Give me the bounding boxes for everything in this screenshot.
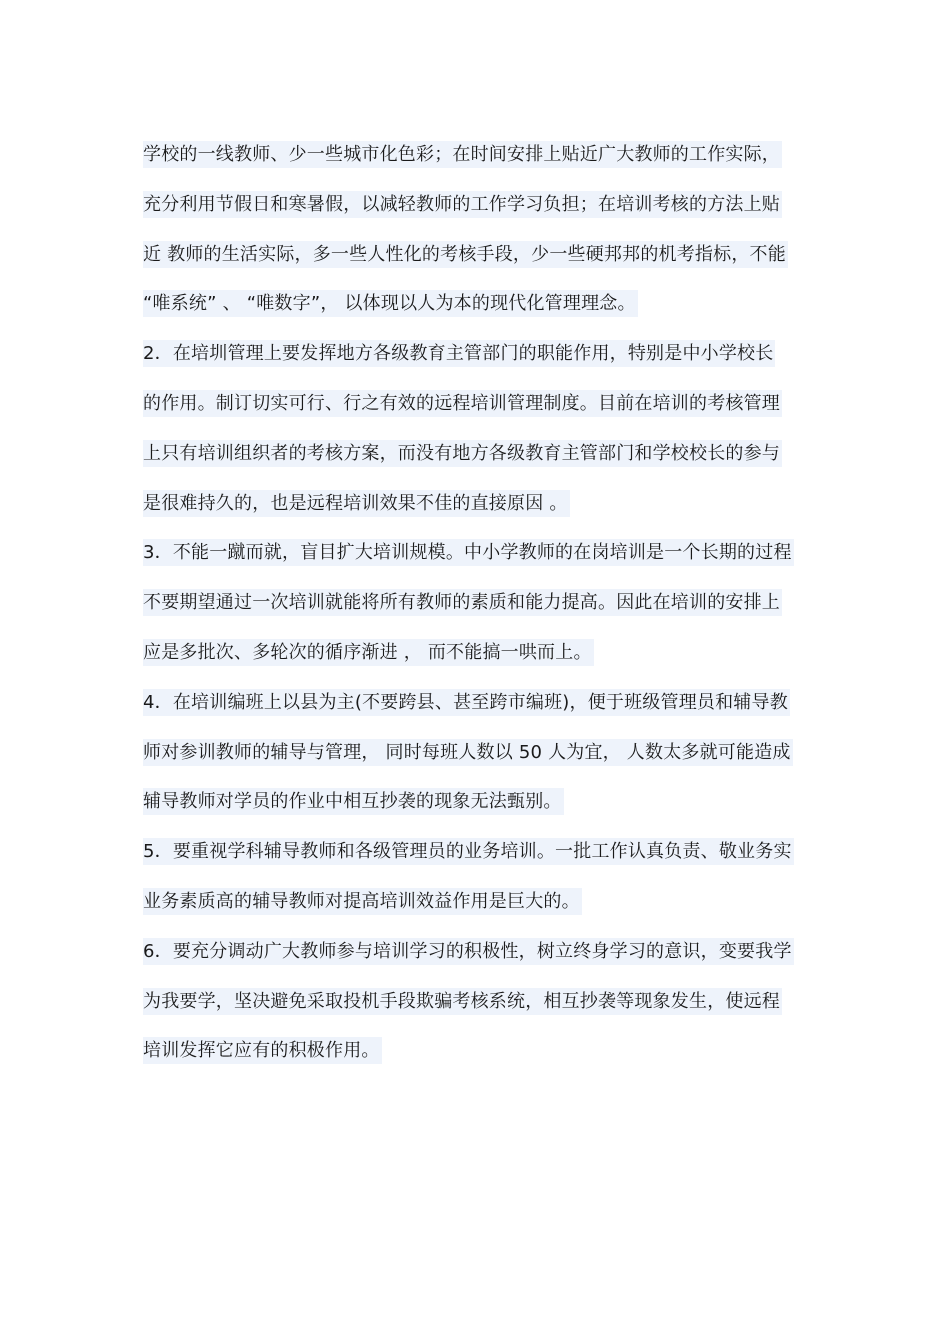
text-line-content: 充分利用节假日和寒暑假，以减轻教师的工作学习负担；在培训考核的方法上贴 [143, 191, 782, 218]
text-line [143, 180, 813, 230]
text-line-content: 是很难持久的，也是远程培训效果不佳的直接原因 。 [143, 490, 570, 517]
text-line-content: 5．要重视学科辅导教师和各级管理员的业务培训。一批工作认真负责、敬业务实 [143, 838, 794, 865]
text-line [143, 279, 813, 329]
text-line [143, 479, 813, 529]
text-line-content: 近 教师的生活实际，多一些人性化的考核手段，少一些硬邦邦的机考指标，不能 [143, 241, 788, 268]
text-line [143, 977, 813, 1027]
text-line-content: “唯系统” 、 “唯数字”， 以体现以人为本的现代化管理理念。 [143, 290, 638, 317]
text-line-content: 不要期望通过一次培训就能将所有教师的素质和能力提高。因此在培训的安排上 [143, 589, 782, 616]
text-line-content: 6．要充分调动广大教师参与培训学习的积极性，树立终身学习的意识，变要我学 [143, 938, 794, 965]
text-line-content: 培训发挥它应有的积极作用。 [143, 1037, 382, 1064]
text-line-content: 3．不能一蹴而就，盲目扩大培训规模。中小学教师的在岗培训是一个长期的过程 [143, 539, 794, 566]
text-line [143, 1026, 813, 1076]
text-line-content: 辅导教师对学员的作业中相互抄袭的现象无法甄别。 [143, 788, 564, 815]
text-line [143, 578, 813, 628]
text-line [143, 927, 813, 977]
text-line-content: 师对参训教师的辅导与管理， 同时每班人数以 50 人为宜， 人数太多就可能造成 [143, 739, 793, 766]
document-body [143, 130, 813, 1076]
text-line-content: 的作用。制订切实可行、行之有效的远程培训管理制度。目前在培训的考核管理 [143, 390, 782, 417]
text-line [143, 877, 813, 927]
text-line [143, 528, 813, 578]
text-line-content: 2．在培圳管理上要发挥地方各级教育主管部门的职能作用，特别是中小学校长 [143, 340, 775, 367]
text-line-content: 应是多批次、多轮次的循序渐进 ， 而不能搞一哄而上。 [143, 639, 594, 666]
text-line [143, 678, 813, 728]
text-line [143, 628, 813, 678]
text-line-content: 4．在培训编班上以县为主(不要跨县、甚至跨市编班)，便于班级管理员和辅导教 [143, 689, 790, 716]
text-line [143, 379, 813, 429]
text-line [143, 827, 813, 877]
text-line [143, 777, 813, 827]
text-line [143, 429, 813, 479]
text-line-content: 业务素质高的辅导教师对提高培训效益作用是巨大的。 [143, 888, 582, 915]
text-line-content: 为我要学，坚决避免采取投机手段欺骗考核系统，相互抄袭等现象发生，使远程 [143, 988, 782, 1015]
text-line-content: 上只有培训组织者的考核方案，而没有地方各级教育主管部门和学校校长的参与 [143, 440, 782, 467]
text-line [143, 728, 813, 778]
text-line [143, 329, 813, 379]
text-line-content: 学校的一线教师、少一些城市化色彩；在时间安排上贴近广大教师的工作实际， [143, 141, 782, 168]
text-line [143, 130, 813, 180]
text-line [143, 230, 813, 280]
